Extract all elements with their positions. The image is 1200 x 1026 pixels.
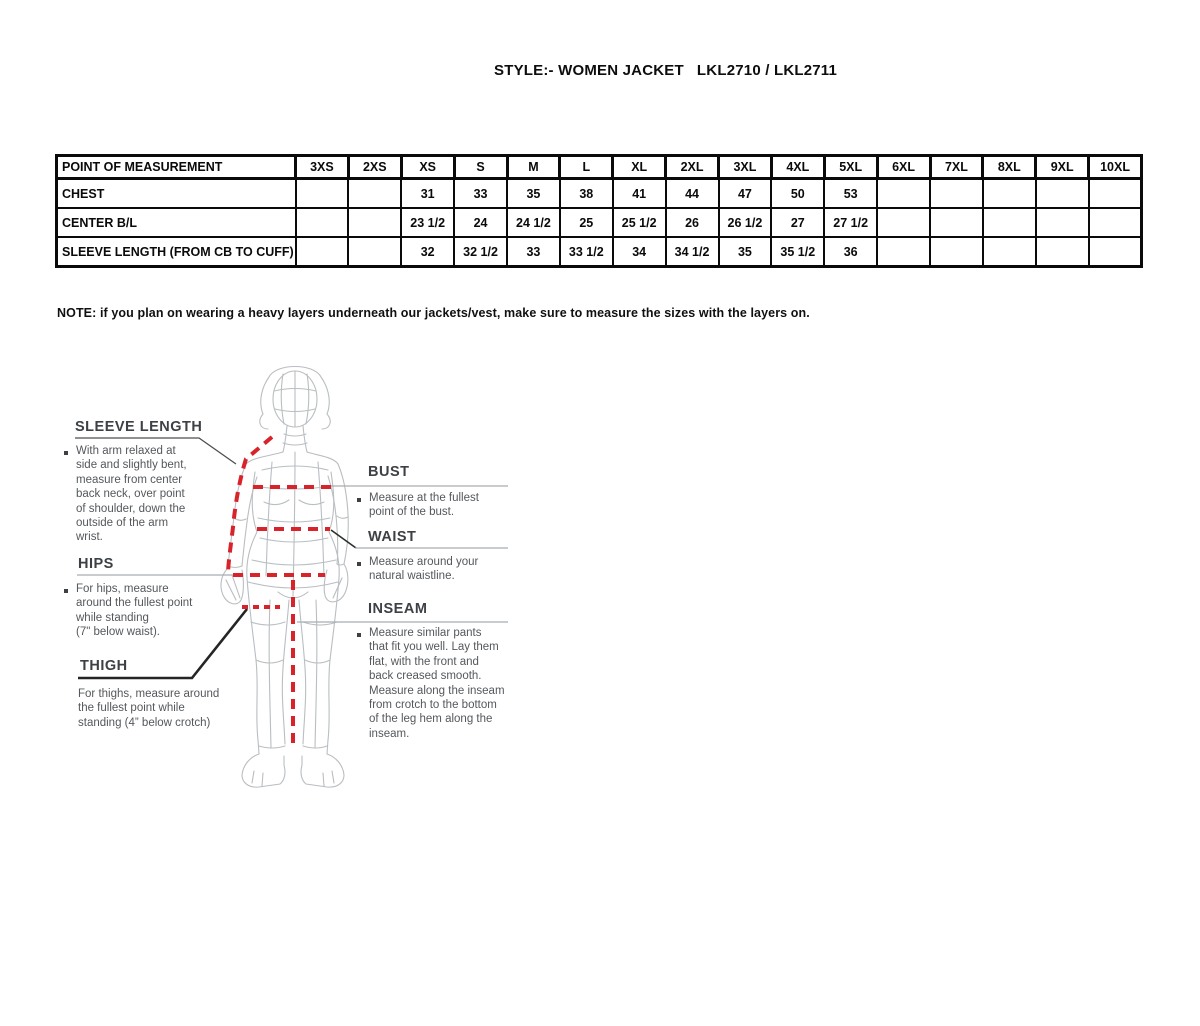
value-cell: 33	[507, 237, 560, 267]
value-cell: 53	[824, 179, 877, 209]
text-line: With arm relaxed at	[76, 445, 176, 457]
bust-heading: BUST	[368, 464, 410, 480]
value-cell: 24	[454, 208, 507, 237]
text-line: wrist.	[76, 531, 103, 544]
size-column-header: 6XL	[877, 156, 930, 179]
header-row	[57, 156, 1142, 179]
value-cell: 32 1/2	[454, 237, 507, 267]
hips-description	[76, 582, 192, 640]
value-cell: 26 1/2	[719, 208, 772, 237]
text-line: point of the bust.	[369, 506, 455, 519]
text-line: (7" below waist).	[76, 626, 160, 639]
value-cell	[296, 179, 349, 209]
pom-column-header: POINT OF MEASUREMENT	[57, 156, 296, 179]
value-cell: 35 1/2	[771, 237, 824, 267]
value-cell: 44	[666, 179, 719, 209]
size-table	[55, 154, 1143, 268]
text-line: the fullest point while	[78, 702, 185, 715]
row-label: CENTER B/L	[57, 208, 296, 237]
text-line: that fit you well. Lay them	[369, 641, 499, 654]
text-line: Measure at the fullest	[369, 492, 479, 504]
value-cell	[930, 208, 983, 237]
value-cell: 27 1/2	[824, 208, 877, 237]
text-line: standing (4” below crotch)	[78, 716, 211, 729]
size-column-header: 4XL	[771, 156, 824, 179]
value-cell: 41	[613, 179, 666, 209]
value-cell: 34	[613, 237, 666, 267]
size-column-header: S	[454, 156, 507, 179]
note-text: NOTE: if you plan on wearing a heavy layers underneath our jackets/vest, make sure to measure the sizes with the layers on.	[57, 306, 810, 320]
value-cell	[296, 237, 349, 267]
sleeve-length-description	[76, 444, 187, 545]
value-cell	[877, 237, 930, 267]
value-cell: 32	[401, 237, 454, 267]
value-cell: 47	[719, 179, 772, 209]
size-column-header: XL	[613, 156, 666, 179]
value-cell	[983, 208, 1036, 237]
value-cell	[877, 179, 930, 209]
text-line: outside of the arm	[76, 517, 169, 530]
size-column-header: 3XL	[719, 156, 772, 179]
waist-heading: WAIST	[368, 529, 417, 545]
size-column-header: 3XS	[296, 156, 349, 179]
size-column-header: 10XL	[1089, 156, 1142, 179]
value-cell	[983, 237, 1036, 267]
value-cell: 38	[560, 179, 613, 209]
text-line: Measure along the inseam	[369, 684, 505, 697]
value-cell: 36	[824, 237, 877, 267]
text-line: around the fullest point	[76, 597, 193, 610]
inseam-heading: INSEAM	[368, 601, 428, 617]
value-cell	[1036, 179, 1089, 209]
value-cell	[930, 237, 983, 267]
size-column-header: 8XL	[983, 156, 1036, 179]
bust-description	[369, 491, 479, 520]
text-line: natural waistline.	[369, 570, 455, 583]
bullet-icon	[64, 451, 68, 455]
value-cell: 27	[771, 208, 824, 237]
value-cell	[348, 237, 401, 267]
text-line: of shoulder, down the	[76, 502, 186, 515]
text-line: while standing	[76, 611, 149, 624]
value-cell	[930, 179, 983, 209]
inseam-description	[369, 626, 505, 741]
row-label: SLEEVE LENGTH (FROM CB TO CUFF)	[57, 237, 296, 267]
row-label: CHEST	[57, 179, 296, 209]
value-cell: 35	[719, 237, 772, 267]
text-line: Measure similar pants	[369, 627, 482, 639]
text-line: For thighs, measure around	[78, 688, 220, 700]
value-cell: 31	[401, 179, 454, 209]
text-line: back neck, over point	[76, 488, 185, 501]
text-line: back creased smooth.	[369, 670, 482, 683]
text-line: For hips, measure	[76, 583, 169, 595]
value-cell: 33 1/2	[560, 237, 613, 267]
bullet-icon	[64, 589, 68, 593]
value-cell: 23 1/2	[401, 208, 454, 237]
value-cell: 35	[507, 179, 560, 209]
size-column-header: 5XL	[824, 156, 877, 179]
table-row	[57, 208, 1142, 237]
value-cell	[1089, 237, 1142, 267]
size-column-header: 7XL	[930, 156, 983, 179]
bullet-icon	[357, 633, 361, 637]
value-cell	[348, 208, 401, 237]
value-cell: 26	[666, 208, 719, 237]
size-column-header: XS	[401, 156, 454, 179]
text-line: Measure around your	[369, 556, 479, 568]
value-cell: 25 1/2	[613, 208, 666, 237]
value-cell	[1089, 179, 1142, 209]
size-column-header: 2XL	[666, 156, 719, 179]
size-column-header: L	[560, 156, 613, 179]
value-cell	[296, 208, 349, 237]
value-cell	[983, 179, 1036, 209]
text-line: inseam.	[369, 727, 410, 740]
thigh-description	[78, 687, 219, 730]
value-cell	[877, 208, 930, 237]
size-column-header: 9XL	[1036, 156, 1089, 179]
bullet-icon	[357, 562, 361, 566]
size-column-header: M	[507, 156, 560, 179]
text-line: of the leg hem along the	[369, 713, 493, 726]
bullet-icon	[357, 498, 361, 502]
text-line: measure from center	[76, 473, 183, 486]
value-cell: 33	[454, 179, 507, 209]
page-title: STYLE:- WOMEN JACKET LKL2710 / LKL2711	[494, 62, 838, 79]
waist-description	[369, 555, 478, 584]
value-cell: 24 1/2	[507, 208, 560, 237]
value-cell: 25	[560, 208, 613, 237]
text-line: side and slightly bent,	[76, 459, 187, 472]
value-cell: 50	[771, 179, 824, 209]
value-cell: 34 1/2	[666, 237, 719, 267]
hips-heading: HIPS	[78, 556, 114, 572]
value-cell	[1089, 208, 1142, 237]
table-row	[57, 237, 1142, 267]
size-column-header: 2XS	[348, 156, 401, 179]
table-row	[57, 179, 1142, 209]
value-cell	[348, 179, 401, 209]
text-line: from crotch to the bottom	[369, 699, 497, 712]
sleeve-length-heading: SLEEVE LENGTH	[75, 419, 203, 435]
text-line: flat, with the front and	[369, 655, 479, 668]
thigh-heading: THIGH	[80, 658, 128, 674]
value-cell	[1036, 208, 1089, 237]
value-cell	[1036, 237, 1089, 267]
